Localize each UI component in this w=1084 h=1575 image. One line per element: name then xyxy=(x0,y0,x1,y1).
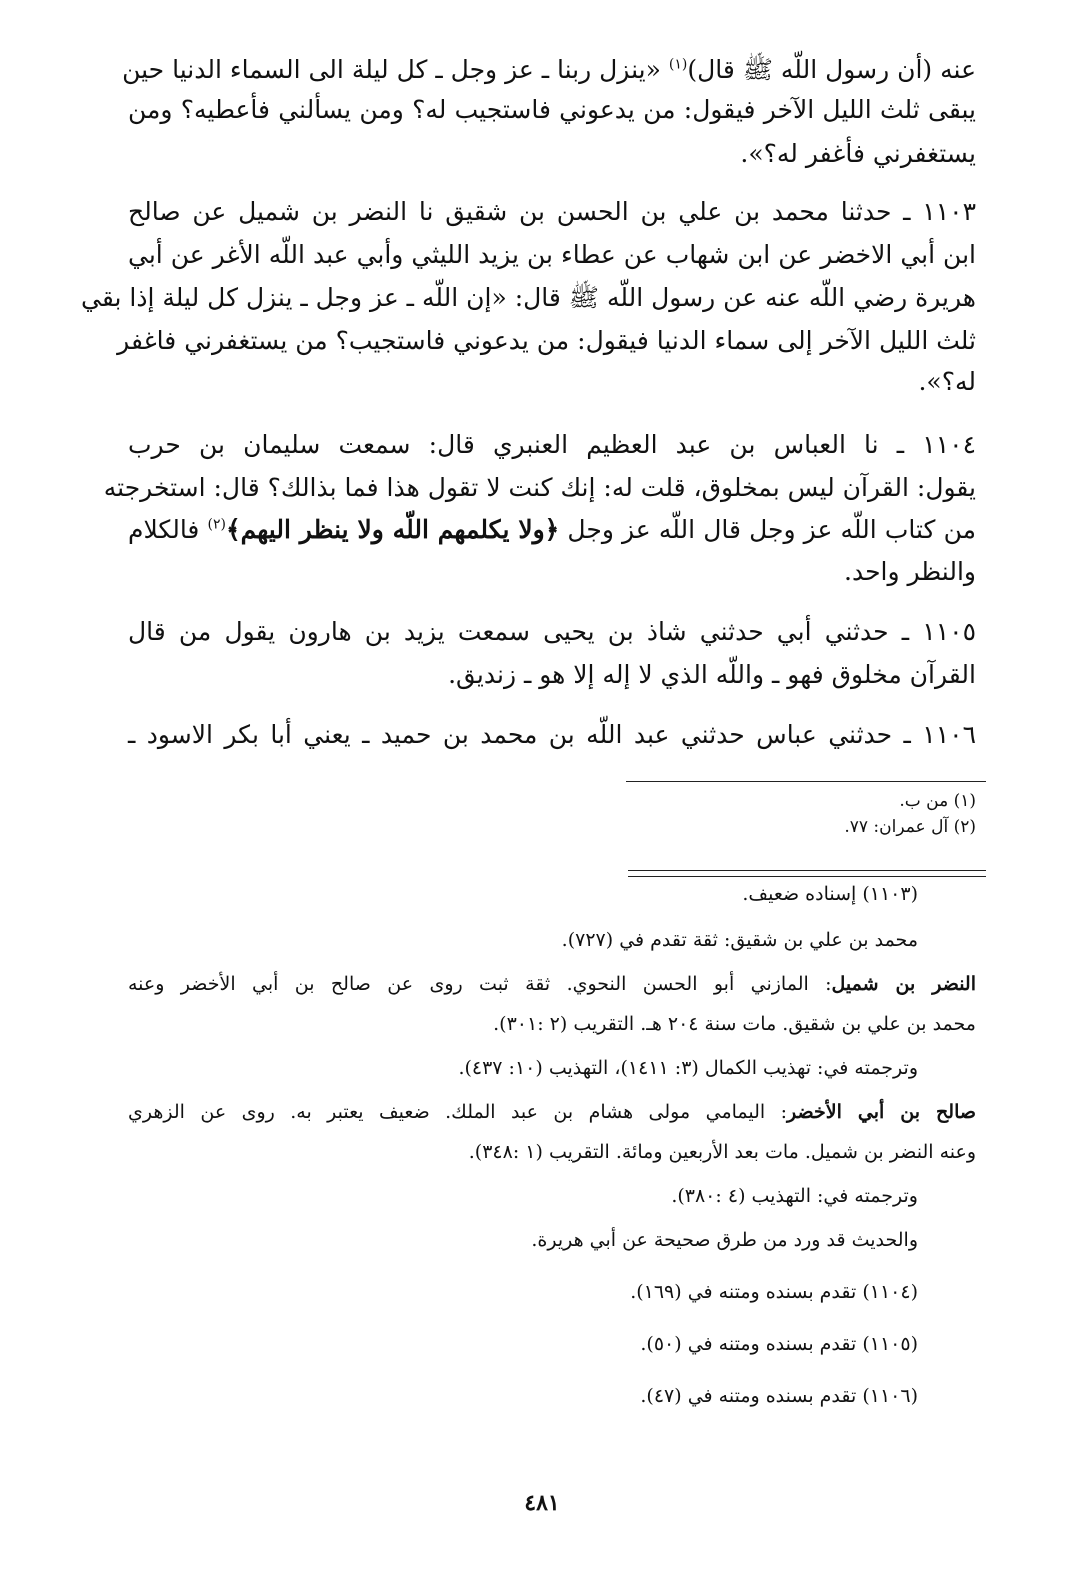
annotation-separator-top xyxy=(628,870,986,871)
annotation-salih-line2: وعنه النضر بن شميل. مات بعد الأربعين ومائة. التقريب (١ :٣٤٨). xyxy=(468,1141,976,1163)
annotation-nadr-line2: محمد بن علي بن شقيق. مات سنة ٢٠٤ هـ. التقريب (٢ :٣٠١). xyxy=(493,1013,976,1035)
annotation-1106: (١١٠٦) تقدم بسنده ومتنه في (٤٧). xyxy=(640,1385,918,1407)
footnote-separator xyxy=(626,781,986,782)
annotation-nadr-tarjama: وترجمته في: تهذيب الكمال (٣: ١٤١١)، التهذيب (١٠: ٤٣٧). xyxy=(458,1057,918,1079)
text-line: يستغفرني فأغفر له؟». xyxy=(740,139,976,168)
footnote-ref-1[interactable]: (١) xyxy=(668,56,688,73)
hadith-1105-line: ١١٠٥ ـ حدثني أبي حدثني شاذ بن يحيى سمعت يزيد بن هارون يقول من قال xyxy=(128,617,976,646)
hadith-1104-line xyxy=(128,510,976,550)
text-segment: من كتاب اللّه عز وجل قال اللّه عز وجل xyxy=(559,515,976,544)
text-segment: «ينزل ربنا ـ عز وجل ـ كل ليلة الى السماء الدنيا حين xyxy=(122,55,669,84)
hadith-1103-line: له؟». xyxy=(918,367,976,396)
hadith-1103-line: ابن أبي الاخضر عن ابن شهاب عن عطاء بن يزيد الليثي وأبي عبد اللّه الأغر عن أبي xyxy=(128,240,976,269)
narrator-bio: : المازني أبو الحسن النحوي. ثقة ثبت روى عن صالح بن أبي الأخضر وعنه xyxy=(128,973,832,995)
hadith-1103-line: ١١٠٣ ـ حدثنا محمد بن علي بن الحسن بن شقيق نا النضر بن شميل عن صالح xyxy=(128,197,976,226)
footnote-1: (١) من ب. xyxy=(899,791,976,811)
hadith-1103-line: هريرة رضي اللّه عنه عن رسول اللّه ﷺ قال: «إن اللّه ـ عز وجل ـ ينزل كل ليلة إذا بقي xyxy=(81,283,976,312)
annotation-separator-bottom xyxy=(628,876,986,877)
quran-quote: ﴿ولا يكلمهم اللّه ولا ينظر اليهم﴾ xyxy=(225,515,560,544)
text-segment: عنه (أن رسول اللّه ﷺ قال) xyxy=(687,55,976,84)
footnotes xyxy=(640,788,976,848)
hadith-1106-line: ١١٠٦ ـ حدثني عباس حدثني عبد اللّه بن محمد بن حميد ـ يعني أبا بكر الاسود ـ xyxy=(128,720,976,749)
annotation-salih-tarjama: وترجمته في: التهذيب (٤ :٣٨٠). xyxy=(671,1185,918,1207)
hadith-1104-line: يقول: القرآن ليس بمخلوق، قلت له: إنك كنت لا تقول هذا فما بذالك؟ قال: استخرجته xyxy=(103,473,976,502)
narrator-name: النضر بن شميل xyxy=(831,973,976,995)
annotation-ibn-shaqiq: محمد بن علي بن شقيق: ثقة تقدم في (٧٢٧). xyxy=(561,929,918,951)
hadith-1103-line: ثلث الليل الآخر إلى سماء الدنيا فيقول: من يدعوني فاستجيب؟ من يستغفرني فاغفر xyxy=(117,326,976,355)
text-line xyxy=(122,50,976,90)
narrator-bio: : اليمامي مولى هشام بن عبد الملك. ضعيف يعتبر به. روى عن الزهري xyxy=(128,1101,788,1123)
annotation-1105: (١١٠٥) تقدم بسنده ومتنه في (٥٠). xyxy=(640,1333,918,1355)
page-number: ٤٨١ xyxy=(524,1490,560,1516)
annotation-nadr xyxy=(128,968,976,1000)
text-line: يبقى ثلث الليل الآخر فيقول: من يدعوني فاستجيب له؟ ومن يسألني فأعطيه؟ ومن xyxy=(128,95,976,124)
annotation-1104: (١١٠٤) تقدم بسنده ومتنه في (١٦٩). xyxy=(630,1281,918,1303)
annotation-salih xyxy=(128,1096,976,1128)
text-segment: فالكلام xyxy=(128,515,208,544)
annotation-hadith-note: والحديث قد ورد من طرق صحيحة عن أبي هريرة. xyxy=(531,1229,918,1251)
hadith-1104-line: والنظر واحد. xyxy=(844,557,976,586)
footnote-ref-2[interactable]: (٢) xyxy=(207,516,226,533)
narrator-name: صالح بن أبي الأخضر xyxy=(787,1101,976,1123)
annotation-1103: (١١٠٣) إسناده ضعيف. xyxy=(742,883,918,905)
footnote-2: (٢) آل عمران: ٧٧. xyxy=(844,817,976,837)
annotations xyxy=(128,878,976,1418)
hadith-1105-line: القرآن مخلوق فهو ـ واللّه الذي لا إله إلا هو ـ زنديق. xyxy=(448,660,976,689)
hadith-1104-line: ١١٠٤ ـ نا العباس بن عبد العظيم العنبري قال: سمعت سليمان بن حرب xyxy=(128,430,976,459)
main-text xyxy=(81,50,976,770)
